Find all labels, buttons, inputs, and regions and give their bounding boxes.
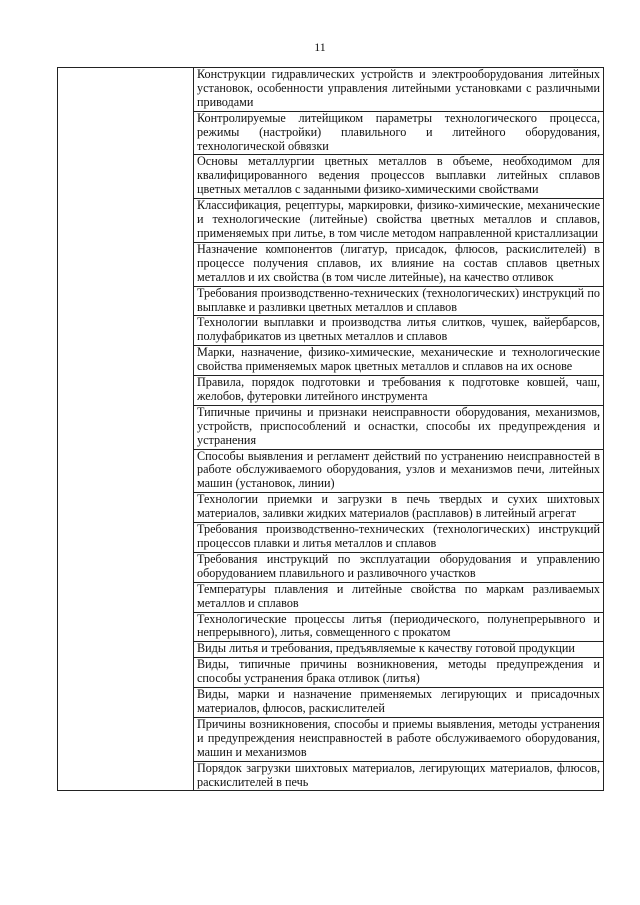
knowledge-item: Виды, марки и назначение применяемых легирующих и присадочных материалов, флюсов, раскислителей: [194, 688, 604, 718]
knowledge-item: Технологические процессы литья (периодического, полунепрерывного и непрерывного), литья, совмещенного с прокатом: [194, 612, 604, 642]
knowledge-item: Требования производственно-технических (технологических) инструкций процессов плавки и литья металлов и сплавов: [194, 523, 604, 553]
knowledge-item: Порядок загрузки шихтовых материалов, легирующих материалов, флюсов, раскислителей в печь: [194, 761, 604, 791]
requirements-table: [57, 67, 604, 791]
knowledge-item: Конструкции гидравлических устройств и электрооборудования литейных установок, особенности управления литейными установками с различными приводами: [194, 68, 604, 112]
knowledge-item: Виды литья и требования, предъявляемые к качеству готовой продукции: [194, 642, 604, 658]
left-column-cell: [58, 68, 194, 791]
table-row: [58, 68, 604, 112]
knowledge-item: Назначение компонентов (лигатур, присадок, флюсов, раскислителей) в процессе получения сплавов, их влияние на состав сплавов цветных металлов и их свойства (в том числе литейные), на качество отливок: [194, 242, 604, 286]
knowledge-item: Основы металлургии цветных металлов в объеме, необходимом для квалифицированного ведения процессов выплавки литейных сплавов цветных металлов с заданными физико-химическими свойствами: [194, 155, 604, 199]
knowledge-item: Контролируемые литейщиком параметры технологического процесса, режимы (настройки) плавильного и литейного оборудования, технологической обвязки: [194, 111, 604, 155]
knowledge-item: Виды, типичные причины возникновения, методы предупреждения и способы устранения брака отливок (литья): [194, 658, 604, 688]
knowledge-item: Причины возникновения, способы и приемы выявления, методы устранения и предупреждения неисправностей в работе обслуживаемого оборудования, машин и механизмов: [194, 717, 604, 761]
table-body: [58, 68, 604, 791]
knowledge-item: Марки, назначение, физико-химические, механические и технологические свойства применяемых марок цветных металлов и сплавов на их основе: [194, 346, 604, 376]
knowledge-item: Технологии выплавки и производства литья слитков, чушек, вайербарсов, полуфабрикатов из цветных металлов и сплавов: [194, 316, 604, 346]
page-number: 11: [314, 40, 326, 54]
knowledge-item: Правила, порядок подготовки и требования к подготовке ковшей, чаш, желобов, футеровки литейного инструмента: [194, 376, 604, 406]
knowledge-item: Требования производственно-технических (технологических) инструкций по выплавке и разливки цветных металлов и сплавов: [194, 286, 604, 316]
knowledge-item: Способы выявления и регламент действий по устранению неисправностей в работе обслуживаемого оборудования, узлов и механизмов печи, литейных машин (установок, линии): [194, 449, 604, 493]
knowledge-item: Типичные причины и признаки неисправности оборудования, механизмов, устройств, приспособлений и оснастки, способы их предупреждения и устранения: [194, 405, 604, 449]
knowledge-item: Требования инструкций по эксплуатации оборудования и управлению оборудованием плавильного и разливочного участков: [194, 552, 604, 582]
knowledge-item: Классификация, рецептуры, маркировки, физико-химические, механические и технологические (литейные) свойства цветных металлов и сплавов, применяемых при литье, в том числе методом направленной кристаллизации: [194, 199, 604, 243]
knowledge-item: Температуры плавления и литейные свойства по маркам разливаемых металлов и сплавов: [194, 582, 604, 612]
knowledge-item: Технологии приемки и загрузки в печь твердых и сухих шихтовых материалов, заливки жидких материалов (расплавов) в литейный агрегат: [194, 493, 604, 523]
